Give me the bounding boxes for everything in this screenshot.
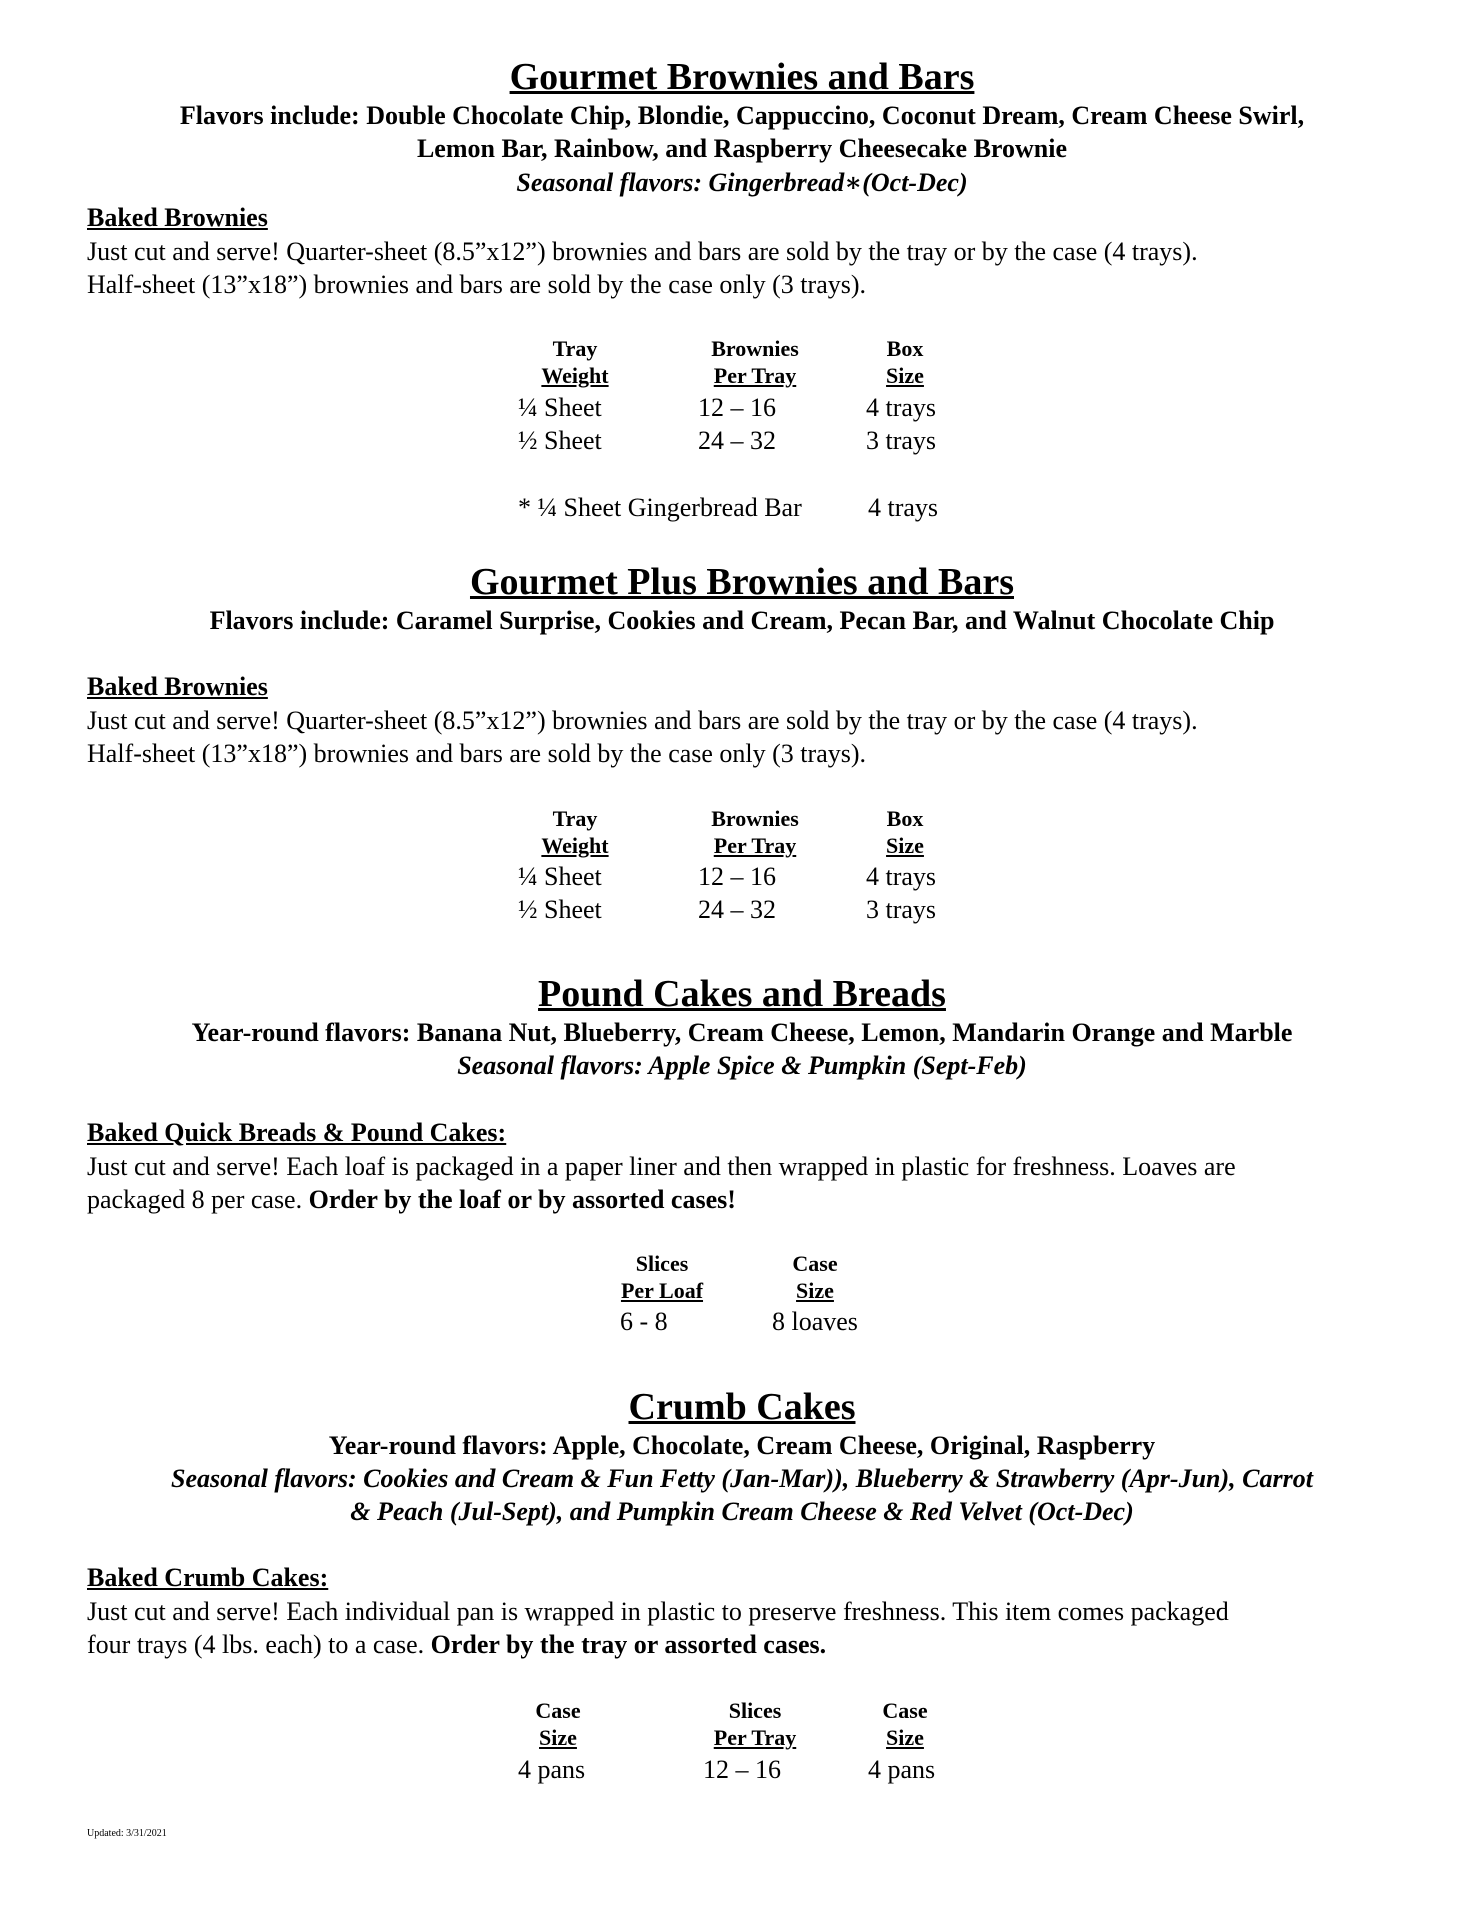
gourmet-header-box-size: Box Size xyxy=(886,336,924,388)
gourmet-plus-flavors: Flavors include: Caramel Surprise, Cookies and Cream, Pecan Bar, and Walnut Chocolate Chip xyxy=(209,606,1275,635)
gourmet-subheading: Baked Brownies xyxy=(87,203,268,232)
gourmet-plus-header-brownies-per-tray: Brownies Per Tray xyxy=(711,806,799,858)
pound-header-slices-per-loaf: Slices Per Loaf xyxy=(620,1251,704,1303)
gourmet-plus-row1-count: 12 – 16 xyxy=(698,862,776,891)
gourmet-seasonal: Seasonal flavors: Gingerbread∗(Oct-Dec) xyxy=(516,168,968,197)
section-title-crumb-cakes: Crumb Cakes xyxy=(628,1386,856,1428)
pound-header-case-size: Case Size xyxy=(792,1251,838,1303)
gourmet-plus-description xyxy=(87,704,1407,770)
crumb-seasonal-line1: Seasonal flavors: Cookies and Cream & Fun Fetty (Jan-Mar)), Blueberry & Strawberry (Apr-Jun), Carrot xyxy=(171,1464,1313,1493)
pound-flavors: Year-round flavors: Banana Nut, Blueberry, Cream Cheese, Lemon, Mandarin Orange and Marble xyxy=(191,1018,1293,1047)
crumb-header-case-size-2: Case Size xyxy=(882,1698,928,1750)
crumb-row1-slices: 12 – 16 xyxy=(703,1755,781,1784)
pound-row1-size: 8 loaves xyxy=(772,1307,858,1336)
crumb-desc-line1: Just cut and serve! Each individual pan is wrapped in plastic to preserve freshness. This item comes packaged xyxy=(87,1597,1229,1626)
pound-desc-line1: Just cut and serve! Each loaf is packaged in a paper liner and then wrapped in plastic for freshness. Loaves are xyxy=(87,1152,1236,1181)
pound-desc-line2: packaged 8 per case. Order by the loaf or by assorted cases! xyxy=(87,1185,736,1214)
gourmet-flavors-line2: Lemon Bar, Rainbow, and Raspberry Cheesecake Brownie xyxy=(416,134,1068,163)
gourmet-note-item: * ¼ Sheet Gingerbread Bar xyxy=(518,493,802,522)
gourmet-header-brownies-per-tray: Brownies Per Tray xyxy=(711,336,799,388)
gourmet-plus-row1-weight: ¼ Sheet xyxy=(518,862,602,891)
crumb-flavors: Year-round flavors: Apple, Chocolate, Cream Cheese, Original, Raspberry xyxy=(328,1431,1156,1460)
gourmet-plus-row1-size: 4 trays xyxy=(866,862,937,891)
gourmet-plus-row2-weight: ½ Sheet xyxy=(518,895,602,924)
gourmet-plus-row2-size: 3 trays xyxy=(866,895,937,924)
gourmet-desc-line2: Half-sheet (13”x18”) brownies and bars are sold by the case only (3 trays). xyxy=(87,270,867,299)
gourmet-row1-size: 4 trays xyxy=(866,393,937,422)
pound-description xyxy=(87,1150,1407,1216)
gourmet-row2-count: 24 – 32 xyxy=(698,426,776,455)
pound-subheading: Baked Quick Breads & Pound Cakes: xyxy=(87,1118,507,1147)
gourmet-desc-line1: Just cut and serve! Quarter-sheet (8.5”x12”) brownies and bars are sold by the tray or by the case (4 trays). xyxy=(87,237,1198,266)
gourmet-plus-header-tray-weight: Tray Weight xyxy=(541,806,609,858)
section-title-gourmet: Gourmet Brownies and Bars xyxy=(509,56,975,98)
gourmet-row2-weight: ½ Sheet xyxy=(518,426,602,455)
gourmet-description xyxy=(87,235,1407,301)
crumb-description xyxy=(87,1595,1407,1661)
gourmet-flavors-line1: Flavors include: Double Chocolate Chip, Blondie, Cappuccino, Coconut Dream, Cream Cheese Swirl, xyxy=(179,101,1305,130)
crumb-row1-size: 4 pans xyxy=(868,1755,936,1784)
gourmet-row1-count: 12 – 16 xyxy=(698,393,776,422)
pound-row1-slices: 6 - 8 xyxy=(620,1307,668,1336)
gourmet-note-size: 4 trays xyxy=(868,493,939,522)
crumb-header-case-size-1: Case Size xyxy=(535,1698,581,1750)
gourmet-row2-size: 3 trays xyxy=(866,426,937,455)
crumb-header-slices-per-tray: Slices Per Tray xyxy=(713,1698,797,1750)
crumb-subheading: Baked Crumb Cakes: xyxy=(87,1563,329,1592)
section-title-pound-cakes: Pound Cakes and Breads xyxy=(538,973,946,1015)
gourmet-header-tray-weight: Tray Weight xyxy=(541,336,609,388)
gourmet-plus-desc-line2: Half-sheet (13”x18”) brownies and bars are sold by the case only (3 trays). xyxy=(87,739,867,768)
pound-seasonal: Seasonal flavors: Apple Spice & Pumpkin (Sept-Feb) xyxy=(457,1051,1027,1080)
crumb-row1-case: 4 pans xyxy=(518,1755,586,1784)
gourmet-plus-subheading: Baked Brownies xyxy=(87,672,268,701)
gourmet-plus-header-box-size: Box Size xyxy=(886,806,924,858)
gourmet-row1-weight: ¼ Sheet xyxy=(518,393,602,422)
crumb-seasonal-line2: & Peach (Jul-Sept), and Pumpkin Cream Cheese & Red Velvet (Oct-Dec) xyxy=(350,1497,1134,1526)
gourmet-plus-row2-count: 24 – 32 xyxy=(698,895,776,924)
crumb-desc-line2: four trays (4 lbs. each) to a case. Order by the tray or assorted cases. xyxy=(87,1630,827,1659)
section-title-gourmet-plus: Gourmet Plus Brownies and Bars xyxy=(469,561,1014,603)
updated-date: Updated: 3/31/2021 xyxy=(87,1828,167,1839)
gourmet-plus-desc-line1: Just cut and serve! Quarter-sheet (8.5”x12”) brownies and bars are sold by the tray or by the case (4 trays). xyxy=(87,706,1198,735)
